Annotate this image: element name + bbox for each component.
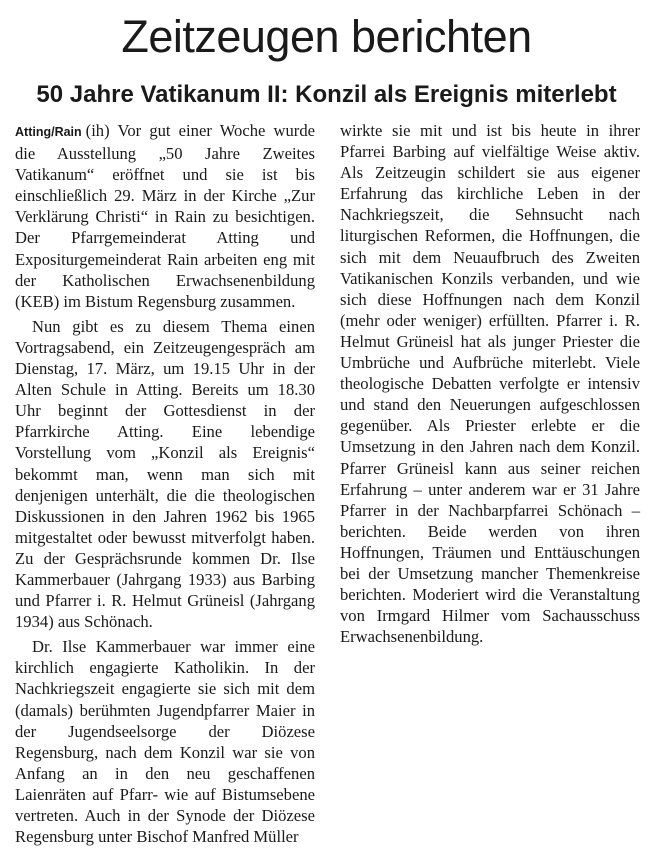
paragraph-3: Dr. Ilse Kammerbauer war immer eine kirchlich engagierte Katholikin. In der Nachkriegszeit engagierte sie sich mit dem (damals) berühmten Jugendpfarrer Maier in der Jugendseelsorge der Diözese Regensburg, nach dem Konzil war sie von Anfang an in den neu geschaffenen Laienräten auf Pfarr- wie auf Bistumsebene vertreten. Auch in der Synode der Diözese Regensburg unter Bischof Manfred Müller: [15, 637, 315, 847]
article-column-left: [15, 120, 315, 847]
headline: Zeitzeugen berichten: [121, 11, 532, 62]
dateline: Atting/Rain: [15, 125, 82, 139]
paragraph-3-continued: wirkte sie mit und ist bis heute in ihrer Pfarrei Barbing auf vielfältige Weise aktiv. Als Zeitzeugin schildert sie aus eigener Erfahrung das kirchliche Leben in der Nachkriegszeit, die Sehnsucht nach liturgischen Reformen, die Hoffnungen, die sich mit dem Neuaufbruch des Zweiten Vatikanischen Konzils verbanden, und wie sich diese Hoffnungen nach dem Konzil (mehr oder weniger) erfüllten. Pfarrer i. R. Helmut Grüneisl hat als junger Priester die Umbrüche und Aufbrüche miterlebt. Viele theologische Debatten verfolgte er intensiv und stand den Neuerungen aufgeschlossen gegenüber. Als Priester erlebte er die Umsetzung in den Jahren nach dem Konzil. Pfarrer Grüneisl kann aus seiner reichen Erfahrung – unter anderem war er 31 Jahre Pfarrer in der Nachbarpfarrei Schönach – berichten. Beide werden von ihren Hoffnungen, Träumen und Enttäuschungen bei der Umsetzung mancher Themenkreise berichten. Moderiert wird die Veranstaltung von Irmgard Hilmer vom Sachausschuss Erwachsenenbildung.: [340, 121, 640, 647]
paragraph-1: [15, 120, 315, 312]
paragraph-2: Nun gibt es zu diesem Thema einen Vortragsabend, ein Zeitzeugengespräch am Dienstag, 17. März, um 19.15 Uhr in der Alten Schule in Atting. Bereits um 18.30 Uhr beginnt der Gottesdienst in der Pfarrkirche Atting. Eine lebendige Vorstellung vom „Konzil als Ereignis“ bekommt man, wenn man sich mit denjenigen unterhält, die die theologischen Diskussionen in den Jahren 1962 bis 1965 mitgestaltet oder bewusst mitverfolgt haben. Zu der Gesprächsrunde kommen Dr. Ilse Kammerbauer (Jahrgang 1933) aus Barbing und Pfarrer i. R. Helmut Grüneisl (Jahrgang 1934) aus Schönach.: [15, 316, 315, 632]
paragraph-1-text: (ih) Vor gut einer Woche wurde die Ausstellung „50 Jahre Zweites Vatikanum“ eröffnet und sie ist bis einschließlich 29. März in der Kirche „Zur Verklärung Christi“ in Rain zu besichtigen. Der Pfarrgemeinderat Atting und Expositurgemeinderat Rain arbeiten eng mit der Katholischen Erwachsenenbildung (KEB) im Bistum Regensburg zusammen.: [15, 121, 315, 311]
article-column-right: [340, 120, 640, 647]
subheadline: 50 Jahre Vatikanum II: Konzil als Ereignis miterlebt: [36, 81, 617, 108]
